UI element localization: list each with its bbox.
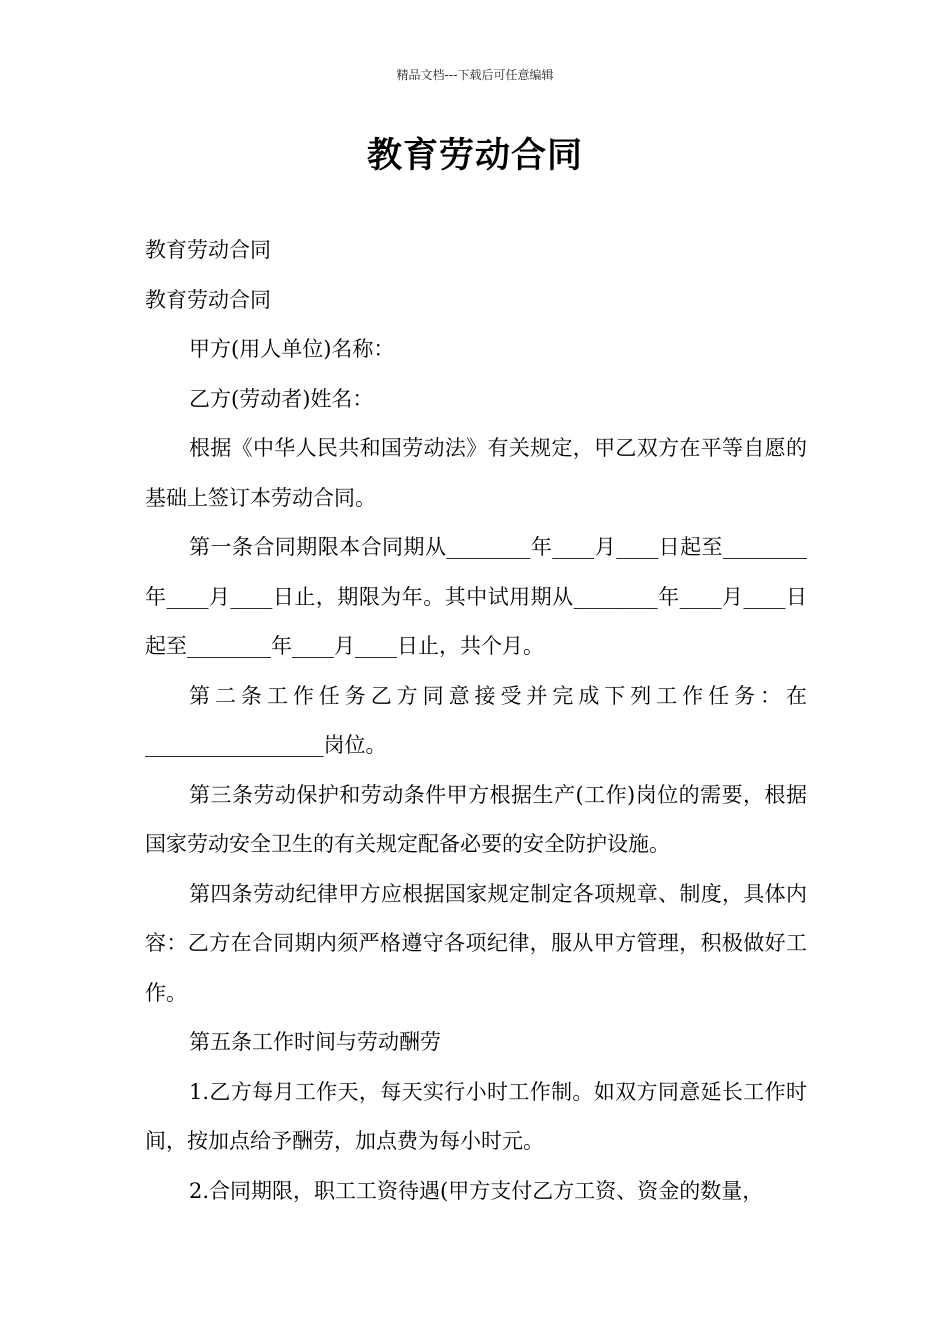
paragraph-article-3: 第三条劳动保护和劳动条件甲方根据生产(工作)岗位的需要，根据国家劳动安全卫生的有关规定配备必要的安全防护设施。 (145, 782, 807, 856)
paragraph-preamble: 根据《中华人民共和国劳动法》有关规定，甲乙双方在平等自愿的基础上签订本劳动合同。 (145, 436, 807, 510)
paragraph-item-2: 2.合同期限，职工工资待遇(甲方支付乙方工资、资金的数量， (189, 1178, 764, 1203)
paragraph-article-4: 第四条劳动纪律甲方应根据国家规定制定各项规章、制度，具体内容：乙方在合同期内须严格遵守各项纪律，服从甲方管理，积极做好工作。 (145, 881, 807, 1005)
paragraph-doc-name-1: 教育劳动合同 (145, 238, 271, 262)
paragraph-article-2: 第二条工作任务乙方同意接受并完成下列工作任务：在_________________岗位。 (145, 683, 807, 757)
paragraph-item-1: 1.乙方每月工作天，每天实行小时工作制。如双方同意延长工作时间，按加点给予酬劳，加点费为每小时元。 (145, 1079, 807, 1153)
document-title: 教育劳动合同 (366, 136, 583, 176)
paragraph-party-b: 乙方(劳动者)姓名： (189, 386, 374, 411)
paragraph-party-a: 甲方(用人单位)名称： (189, 337, 395, 361)
paragraph-doc-name-2: 教育劳动合同 (145, 287, 271, 312)
document-body (145, 226, 807, 1216)
header-note: 精品文档---下载后可任意编辑 (396, 68, 554, 82)
paragraph-article-1: 第一条合同期限本合同期从________年____月____日起至________年____月____日止，期限为年。其中试用期从________年____月____日起至________年____月____日止，共个月。 (145, 535, 807, 658)
paragraph-article-5: 第五条工作时间与劳动酬劳 (189, 1030, 441, 1054)
